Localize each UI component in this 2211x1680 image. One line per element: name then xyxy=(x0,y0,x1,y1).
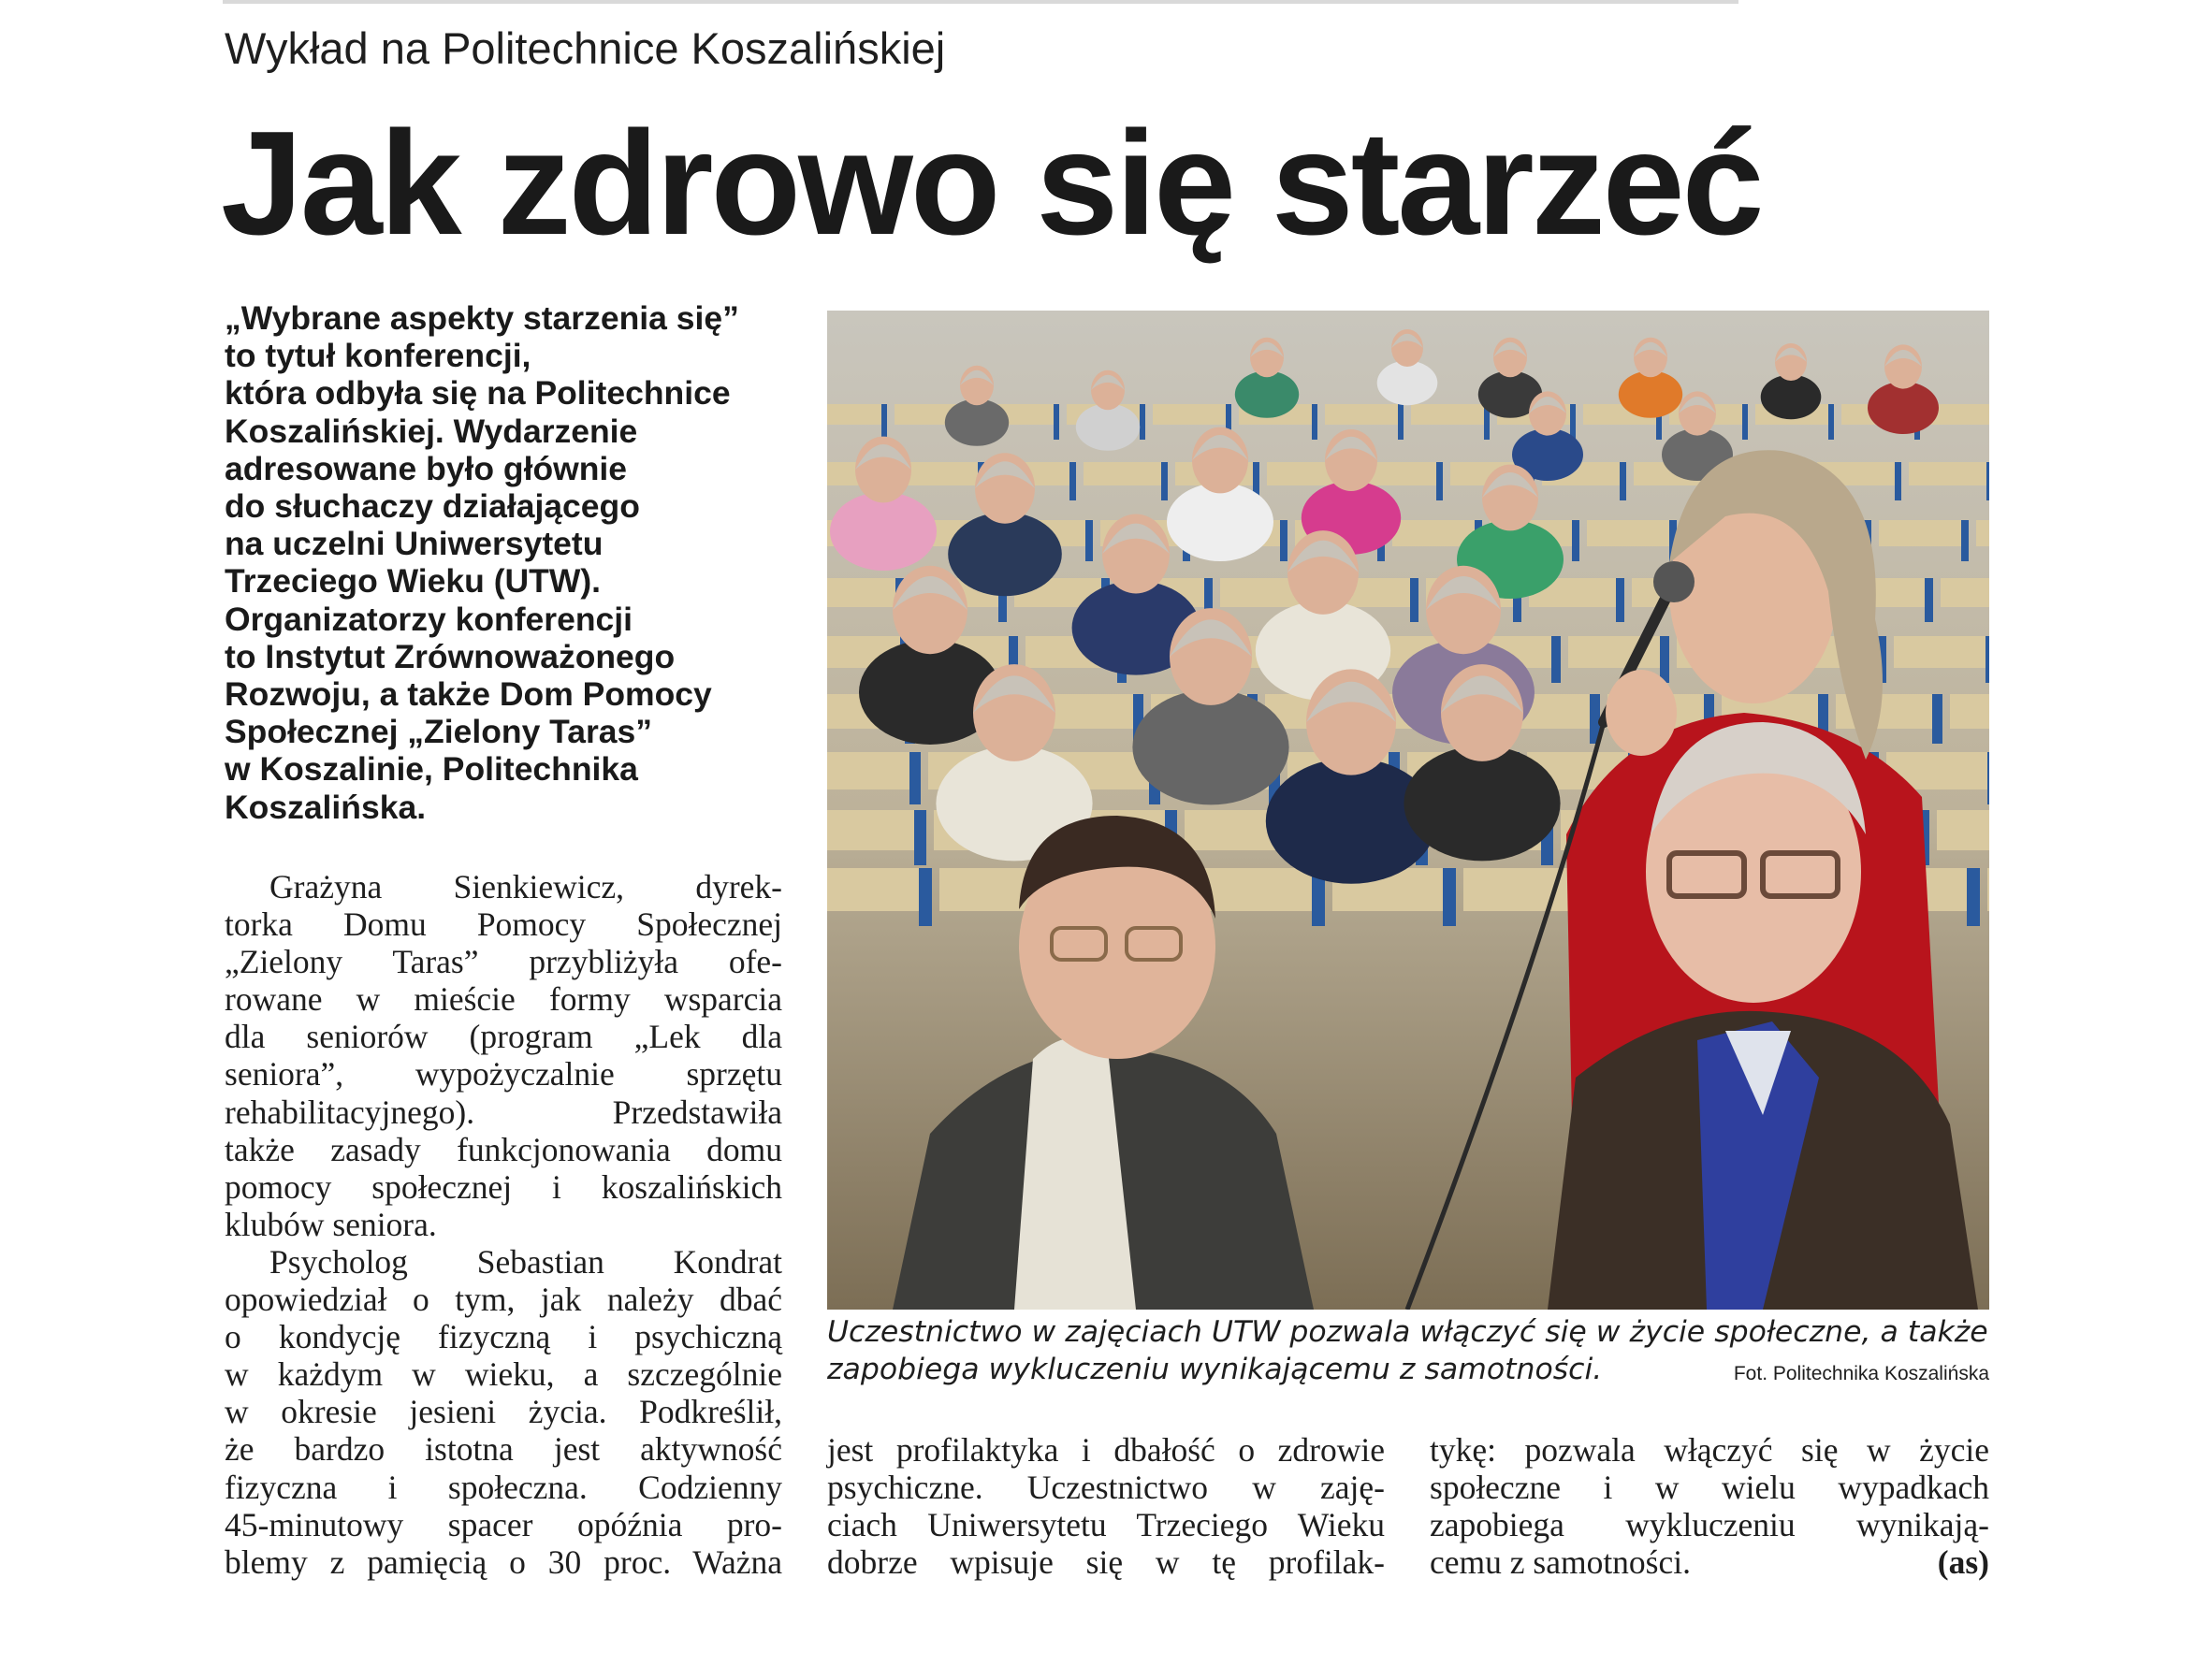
seat xyxy=(1941,578,1989,607)
col1-line: fizyczna i społeczna. Codzienny xyxy=(225,1468,782,1506)
audience-member-body xyxy=(1404,746,1560,861)
col2-line: psychiczne. Uczestnictwo w zaję- xyxy=(827,1469,1385,1507)
col2-line: ciach Uniwersytetu Trzeciego Wieku xyxy=(827,1506,1385,1544)
col1-line: rowane w mieście formy wsparcia xyxy=(225,980,782,1019)
seat-divider xyxy=(1616,578,1624,622)
audience-member-body xyxy=(1167,483,1273,561)
seat xyxy=(1879,520,1961,546)
lead-line: „Wybrane aspekty starzenia się” xyxy=(225,299,739,337)
seat xyxy=(1909,462,1986,485)
seat xyxy=(1587,520,1669,546)
seat-divider xyxy=(1551,636,1561,683)
seat xyxy=(1987,868,1989,911)
lead-line: to tytuł konferencji, xyxy=(225,337,531,375)
lead-line: w Koszalinie, Politechnika xyxy=(225,750,638,789)
seat xyxy=(900,462,978,485)
seat-divider xyxy=(1410,578,1418,622)
photo-credit: Fot. Politechnika Koszalińska xyxy=(1733,1363,1989,1384)
seat-divider xyxy=(1895,462,1901,500)
seat-divider xyxy=(1161,462,1168,500)
seat xyxy=(1084,462,1161,485)
audience-member-body xyxy=(1619,370,1682,417)
seat-divider xyxy=(1054,404,1059,440)
col1-line: rehabilitacyjnego). Przedstawiła xyxy=(225,1093,782,1131)
caption-line: Uczestnictwo w zajęciach UTW pozwala włączyć się w życie społeczne, a także xyxy=(827,1315,1988,1349)
lead-line: Rozwoju, a także Dom Pomocy xyxy=(225,675,712,714)
col1-line: że bardzo istotna jest aktywność xyxy=(225,1430,782,1469)
lead-line: Koszalińska. xyxy=(225,788,427,826)
seat-divider xyxy=(1398,404,1404,440)
article-column-2 xyxy=(827,1431,1385,1581)
col1-line: w każdym w wieku, a szczególnie xyxy=(225,1355,782,1394)
seat-divider xyxy=(1828,404,1834,440)
col1-line: o kondycję fizyczną i psychiczną xyxy=(225,1318,782,1356)
seat-divider xyxy=(1967,868,1980,926)
col3-line: cemu z samotności. (as) xyxy=(1430,1543,1989,1582)
col1-line: Grażyna Sienkiewicz, dyrek- xyxy=(269,868,782,905)
col3-line: zapobiega wykluczeniu wynikają- xyxy=(1430,1506,1989,1544)
seat-divider xyxy=(909,752,921,804)
seat-divider xyxy=(1742,404,1748,440)
caption-line: zapobiega wykluczeniu wynikającemu z samotności. xyxy=(827,1353,1603,1386)
seat-divider xyxy=(914,810,926,865)
audience-photo-illustration xyxy=(827,311,1989,1310)
seat xyxy=(1201,868,1312,911)
top-rule xyxy=(223,0,1738,4)
col1-line: Psycholog Sebastian Kondrat xyxy=(269,1242,782,1281)
seat-divider xyxy=(1443,868,1456,926)
seat xyxy=(827,578,895,607)
col1-line: opowiedział o tym, jak należy dbać xyxy=(225,1281,782,1319)
seat-divider xyxy=(919,868,932,926)
seat-divider xyxy=(1986,636,1989,683)
col1-line: torka Domu Pomocy Społecznej xyxy=(225,905,782,944)
lead-line: adresowane było głównie xyxy=(225,449,628,487)
seat xyxy=(1325,404,1398,425)
seat-divider xyxy=(1932,694,1942,744)
col3-line: tykę: pozwala włączyć się w życie xyxy=(1430,1431,1989,1469)
article-headline: Jak zdrowo się starzeć xyxy=(221,101,1762,266)
article-column-1 xyxy=(225,868,782,1581)
col1-line: blemy z pamięcią o 30 proc. Ważna xyxy=(225,1542,782,1581)
col2-line: jest profilaktyka i dbałość o zdrowie xyxy=(827,1431,1385,1469)
seat xyxy=(827,810,914,850)
seat-divider xyxy=(881,404,887,440)
col1-line: dla seniorów (program „Lek dla xyxy=(225,1018,782,1056)
col1-line: 45-minutowy spacer opóźnia pro- xyxy=(225,1505,782,1543)
col1-line: klubów seniora. xyxy=(225,1205,437,1243)
seat-divider xyxy=(1572,520,1579,561)
audience-member-body xyxy=(830,492,937,571)
audience-member-body xyxy=(1132,689,1288,804)
lead-line: Organizatorzy konferencji xyxy=(225,600,633,638)
audience-member-body xyxy=(945,398,1009,445)
audience-member-body xyxy=(1868,382,1939,434)
audience-member-body xyxy=(1235,370,1299,417)
audience-member-body xyxy=(948,513,1062,597)
lead-line: Koszalińskiej. Wydarzenie xyxy=(225,412,638,450)
seat-divider xyxy=(1085,520,1093,561)
seat-divider xyxy=(1140,404,1145,440)
lead-line: na uczelni Uniwersytetu xyxy=(225,525,604,563)
seat xyxy=(827,752,909,789)
col2-line: dobrze wpisuje się w tę profilak- xyxy=(827,1543,1385,1582)
seat xyxy=(1950,694,1989,729)
seat-divider xyxy=(1987,752,1989,804)
seat-divider xyxy=(1280,520,1287,561)
article-photo xyxy=(827,311,1989,1310)
seat-divider xyxy=(1961,520,1969,561)
lead-line: która odbyła się na Politechnice xyxy=(225,374,731,413)
seat-divider xyxy=(1069,462,1076,500)
seat xyxy=(1153,404,1226,425)
article-signature: (as) xyxy=(1937,1543,1989,1582)
col1-line: „Zielony Taras” przybliżyła ofe- xyxy=(225,943,782,981)
seat-divider xyxy=(1925,578,1933,622)
seat xyxy=(1411,404,1484,425)
article-kicker: Wykład na Politechnice Koszalińskiej xyxy=(225,23,946,73)
audience-member-body xyxy=(1076,403,1140,450)
seat-divider xyxy=(1312,404,1317,440)
seat xyxy=(1976,520,1989,546)
lead-line: to Instytut Zrównoważonego xyxy=(225,637,676,675)
audience-member-body xyxy=(1761,375,1822,420)
seat-divider xyxy=(1570,404,1576,440)
audience-member-body xyxy=(1377,361,1438,406)
seat-divider xyxy=(1660,636,1669,683)
lead-line: Trzeciego Wieku (UTW). xyxy=(225,562,602,601)
lead-line: Społecznej „Zielony Taras” xyxy=(225,713,653,751)
seat-divider xyxy=(1620,462,1626,500)
col1-line: pomocy społecznej i koszalińskich xyxy=(225,1167,782,1206)
article-column-3 xyxy=(1430,1431,1989,1581)
col3-line: społeczne i w wielu wypadkach xyxy=(1430,1469,1989,1507)
seat-divider xyxy=(1986,462,1989,500)
col1-line: także zasady funkcjonowania domu xyxy=(225,1130,782,1168)
seat-divider xyxy=(1436,462,1443,500)
col1-line: w okresie jesieni życia. Podkreślił, xyxy=(225,1393,782,1431)
col1-line: seniora”, wypożyczalnie sprzętu xyxy=(225,1055,782,1093)
seat xyxy=(827,404,881,425)
seat xyxy=(1894,636,1986,668)
lead-line: do słuchaczy działającego xyxy=(225,487,640,526)
article-lead xyxy=(225,299,805,826)
seat xyxy=(1937,810,1989,850)
seat xyxy=(827,868,919,911)
